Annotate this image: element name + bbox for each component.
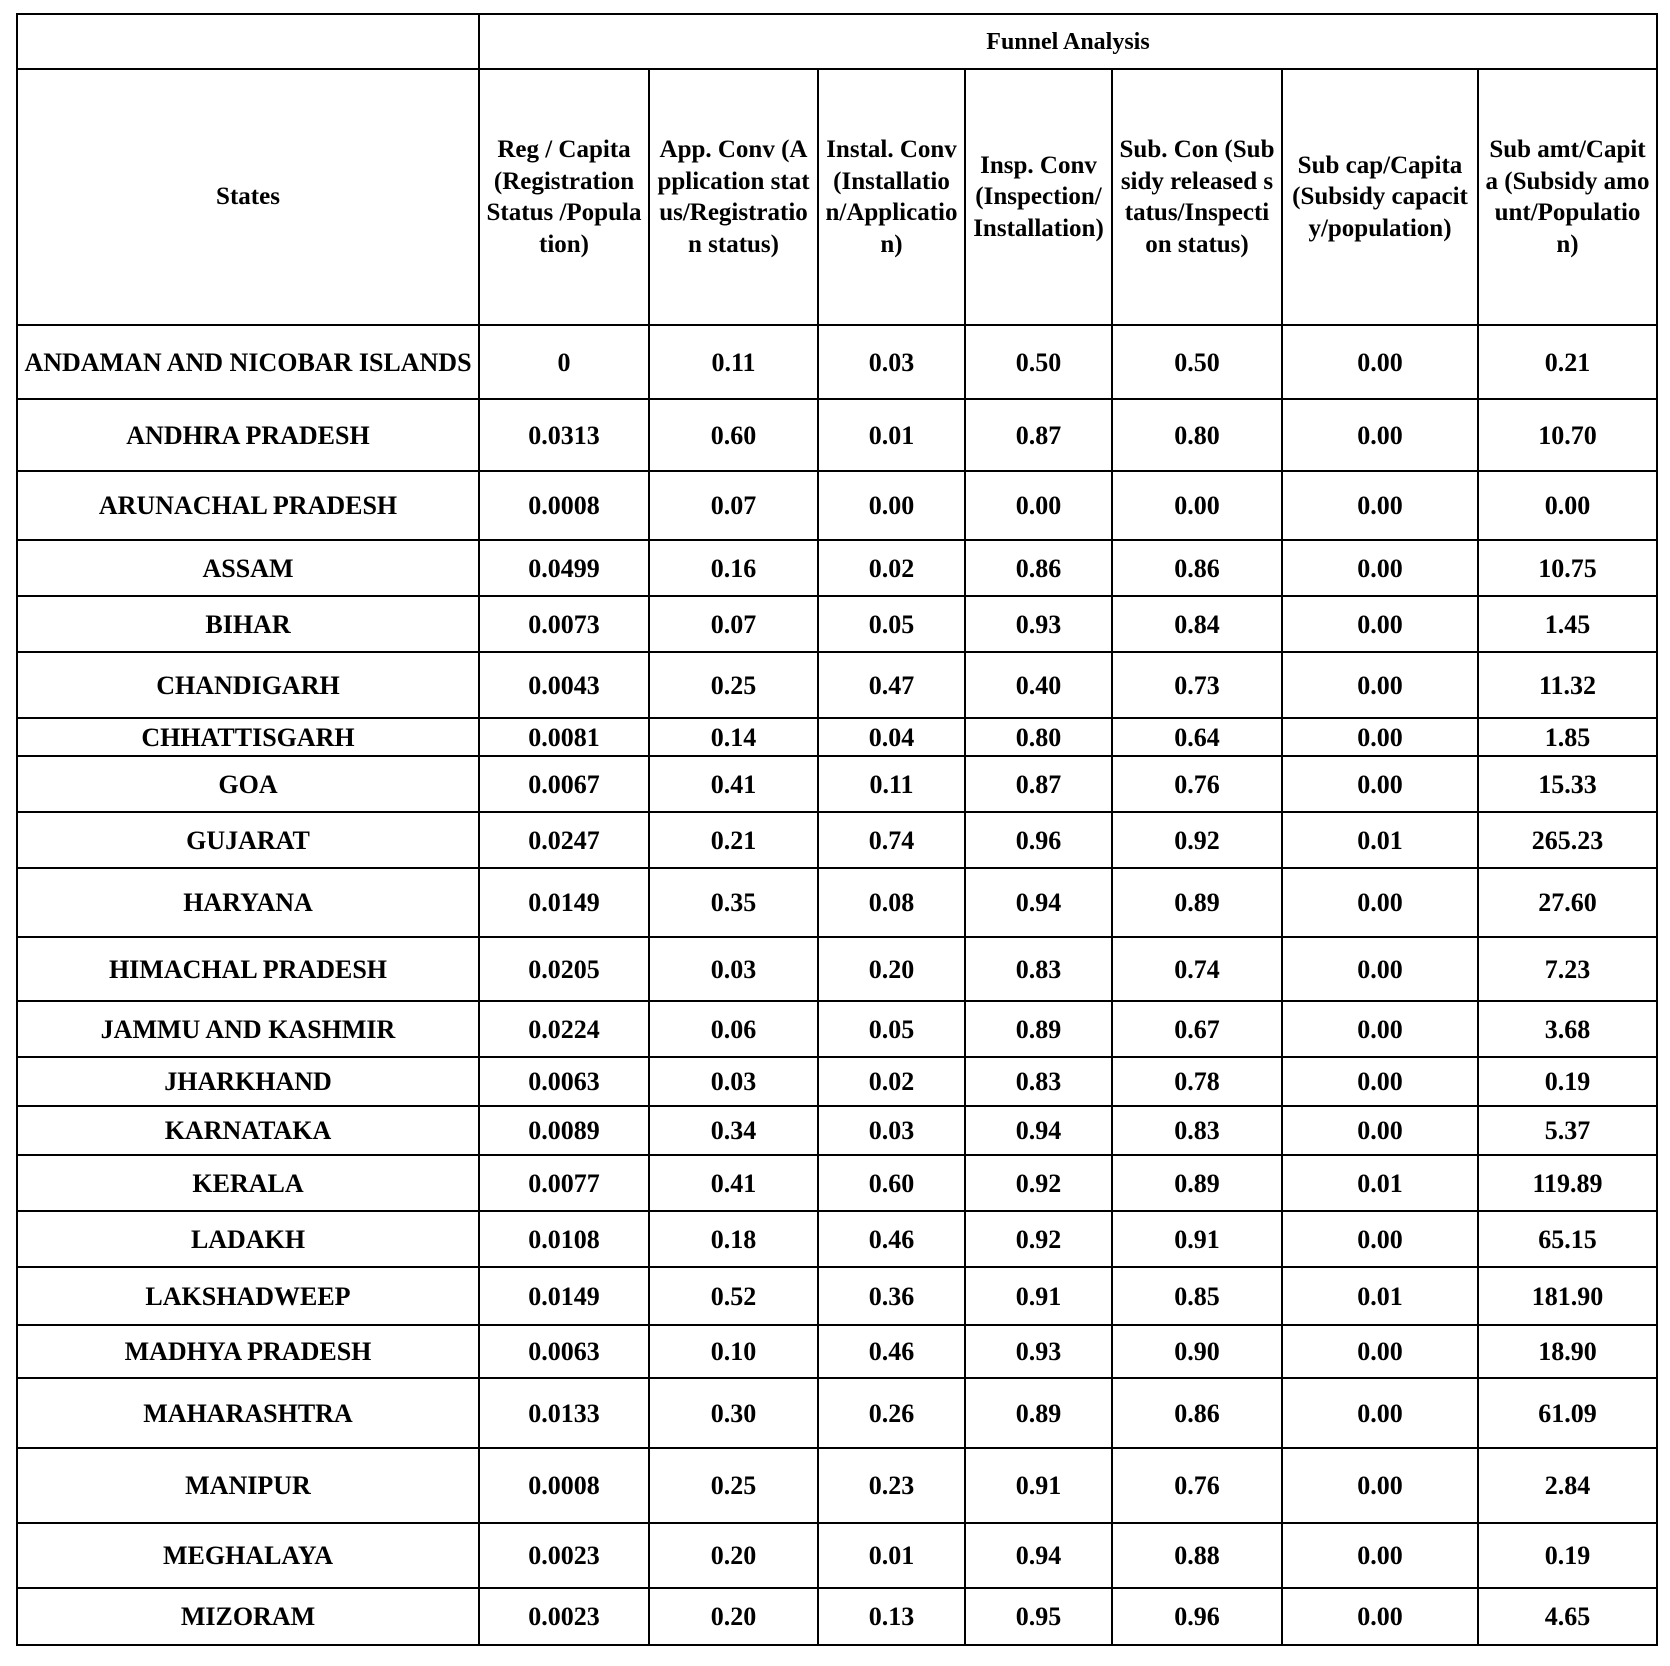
column-header: Sub cap/Capita (Subsidy capacity/population) xyxy=(1282,69,1478,325)
value-cell: 0.03 xyxy=(818,1106,965,1155)
value-cell: 0.08 xyxy=(818,868,965,937)
value-cell: 0.00 xyxy=(1282,1588,1478,1645)
value-cell: 119.89 xyxy=(1478,1155,1657,1211)
column-header: App. Conv (Application status/Registration status) xyxy=(649,69,818,325)
value-cell: 0.00 xyxy=(1478,471,1657,540)
state-name-cell: GOA xyxy=(17,756,479,812)
states-column-header: States xyxy=(17,69,479,325)
value-cell: 0.50 xyxy=(1112,325,1282,399)
value-cell: 0.21 xyxy=(649,812,818,868)
funnel-analysis-header: Funnel Analysis xyxy=(479,14,1657,69)
value-cell: 0.88 xyxy=(1112,1523,1282,1588)
value-cell: 0.89 xyxy=(965,1378,1112,1448)
value-cell: 0.11 xyxy=(818,756,965,812)
table-row xyxy=(17,1523,1657,1588)
value-cell: 0.74 xyxy=(818,812,965,868)
value-cell: 265.23 xyxy=(1478,812,1657,868)
value-cell: 0.89 xyxy=(1112,868,1282,937)
value-cell: 10.70 xyxy=(1478,399,1657,471)
value-cell: 0.0108 xyxy=(479,1211,649,1267)
value-cell: 65.15 xyxy=(1478,1211,1657,1267)
value-cell: 0.35 xyxy=(649,868,818,937)
value-cell: 0.76 xyxy=(1112,756,1282,812)
table-body xyxy=(17,325,1657,1645)
value-cell: 0.00 xyxy=(1282,652,1478,718)
value-cell: 0.18 xyxy=(649,1211,818,1267)
value-cell: 11.32 xyxy=(1478,652,1657,718)
value-cell: 0.90 xyxy=(1112,1325,1282,1378)
group-header-row xyxy=(17,14,1657,69)
value-cell: 1.85 xyxy=(1478,718,1657,756)
value-cell: 0.0133 xyxy=(479,1378,649,1448)
value-cell: 0.93 xyxy=(965,1325,1112,1378)
value-cell: 0.23 xyxy=(818,1448,965,1523)
value-cell: 0.00 xyxy=(1282,1211,1478,1267)
value-cell: 0.14 xyxy=(649,718,818,756)
column-header: Instal. Conv (Installation/Application) xyxy=(818,69,965,325)
value-cell: 0.40 xyxy=(965,652,1112,718)
state-name-cell: GUJARAT xyxy=(17,812,479,868)
value-cell: 0.52 xyxy=(649,1267,818,1325)
value-cell: 0.0008 xyxy=(479,471,649,540)
value-cell: 0.0247 xyxy=(479,812,649,868)
value-cell: 0.46 xyxy=(818,1211,965,1267)
value-cell: 0.91 xyxy=(965,1267,1112,1325)
blank-corner-cell xyxy=(17,14,479,69)
state-name-cell: CHANDIGARH xyxy=(17,652,479,718)
table-row xyxy=(17,756,1657,812)
value-cell: 0.83 xyxy=(965,1057,1112,1106)
table-row xyxy=(17,1211,1657,1267)
value-cell: 3.68 xyxy=(1478,1001,1657,1057)
value-cell: 0.94 xyxy=(965,868,1112,937)
value-cell: 0.0023 xyxy=(479,1523,649,1588)
table-row xyxy=(17,596,1657,652)
value-cell: 0.41 xyxy=(649,1155,818,1211)
table-row xyxy=(17,540,1657,596)
state-name-cell: ARUNACHAL PRADESH xyxy=(17,471,479,540)
value-cell: 0.0205 xyxy=(479,937,649,1001)
value-cell: 0.02 xyxy=(818,540,965,596)
state-name-cell: MAHARASHTRA xyxy=(17,1378,479,1448)
value-cell: 0.91 xyxy=(1112,1211,1282,1267)
state-name-cell: MANIPUR xyxy=(17,1448,479,1523)
value-cell: 7.23 xyxy=(1478,937,1657,1001)
value-cell: 0.0313 xyxy=(479,399,649,471)
value-cell: 0.00 xyxy=(1282,596,1478,652)
value-cell: 0.11 xyxy=(649,325,818,399)
column-header-row xyxy=(17,69,1657,325)
value-cell: 0.94 xyxy=(965,1523,1112,1588)
value-cell: 181.90 xyxy=(1478,1267,1657,1325)
value-cell: 0.0043 xyxy=(479,652,649,718)
value-cell: 0.30 xyxy=(649,1378,818,1448)
value-cell: 4.65 xyxy=(1478,1588,1657,1645)
state-name-cell: MIZORAM xyxy=(17,1588,479,1645)
value-cell: 0.92 xyxy=(1112,812,1282,868)
state-name-cell: MADHYA PRADESH xyxy=(17,1325,479,1378)
value-cell: 0.83 xyxy=(965,937,1112,1001)
value-cell: 0.73 xyxy=(1112,652,1282,718)
table-row xyxy=(17,1057,1657,1106)
value-cell: 0.76 xyxy=(1112,1448,1282,1523)
table-row xyxy=(17,1588,1657,1645)
value-cell: 0.19 xyxy=(1478,1057,1657,1106)
state-name-cell: MEGHALAYA xyxy=(17,1523,479,1588)
value-cell: 0.87 xyxy=(965,399,1112,471)
value-cell: 0.0063 xyxy=(479,1057,649,1106)
value-cell: 0.03 xyxy=(649,937,818,1001)
table-row xyxy=(17,1106,1657,1155)
value-cell: 0.0073 xyxy=(479,596,649,652)
value-cell: 2.84 xyxy=(1478,1448,1657,1523)
table-row xyxy=(17,812,1657,868)
table-row xyxy=(17,1267,1657,1325)
value-cell: 15.33 xyxy=(1478,756,1657,812)
value-cell: 0.89 xyxy=(1112,1155,1282,1211)
value-cell: 0.0224 xyxy=(479,1001,649,1057)
value-cell: 0.86 xyxy=(965,540,1112,596)
value-cell: 0.00 xyxy=(1112,471,1282,540)
value-cell: 0.00 xyxy=(1282,1523,1478,1588)
value-cell: 0.00 xyxy=(1282,1057,1478,1106)
table-row xyxy=(17,1448,1657,1523)
value-cell: 0.96 xyxy=(1112,1588,1282,1645)
state-name-cell: KERALA xyxy=(17,1155,479,1211)
value-cell: 0.25 xyxy=(649,652,818,718)
value-cell: 0.89 xyxy=(965,1001,1112,1057)
value-cell: 0.16 xyxy=(649,540,818,596)
value-cell: 0.41 xyxy=(649,756,818,812)
table-row xyxy=(17,937,1657,1001)
state-name-cell: ANDAMAN AND NICOBAR ISLANDS xyxy=(17,325,479,399)
value-cell: 0.94 xyxy=(965,1106,1112,1155)
value-cell: 0.00 xyxy=(1282,868,1478,937)
value-cell: 0.64 xyxy=(1112,718,1282,756)
value-cell: 0.00 xyxy=(1282,471,1478,540)
value-cell: 0.01 xyxy=(1282,1267,1478,1325)
value-cell: 0.04 xyxy=(818,718,965,756)
value-cell: 0.00 xyxy=(1282,718,1478,756)
value-cell: 0.36 xyxy=(818,1267,965,1325)
table-row xyxy=(17,718,1657,756)
value-cell: 0.0089 xyxy=(479,1106,649,1155)
value-cell: 0.01 xyxy=(818,399,965,471)
value-cell: 0.03 xyxy=(649,1057,818,1106)
value-cell: 0.0067 xyxy=(479,756,649,812)
value-cell: 0.21 xyxy=(1478,325,1657,399)
value-cell: 0.96 xyxy=(965,812,1112,868)
value-cell: 1.45 xyxy=(1478,596,1657,652)
table-row xyxy=(17,868,1657,937)
value-cell: 0.78 xyxy=(1112,1057,1282,1106)
value-cell: 0.47 xyxy=(818,652,965,718)
value-cell: 0.00 xyxy=(818,471,965,540)
value-cell: 0.0149 xyxy=(479,1267,649,1325)
value-cell: 0.20 xyxy=(818,937,965,1001)
table-row xyxy=(17,325,1657,399)
state-name-cell: HARYANA xyxy=(17,868,479,937)
value-cell: 0.87 xyxy=(965,756,1112,812)
value-cell: 0.20 xyxy=(649,1523,818,1588)
value-cell: 0.00 xyxy=(1282,1325,1478,1378)
value-cell: 27.60 xyxy=(1478,868,1657,937)
state-name-cell: LAKSHADWEEP xyxy=(17,1267,479,1325)
table-row xyxy=(17,1001,1657,1057)
value-cell: 0.60 xyxy=(649,399,818,471)
table-row xyxy=(17,399,1657,471)
value-cell: 0.00 xyxy=(1282,325,1478,399)
value-cell: 0.00 xyxy=(1282,540,1478,596)
value-cell: 0.84 xyxy=(1112,596,1282,652)
value-cell: 61.09 xyxy=(1478,1378,1657,1448)
value-cell: 0.0063 xyxy=(479,1325,649,1378)
value-cell: 0.07 xyxy=(649,596,818,652)
value-cell: 0.60 xyxy=(818,1155,965,1211)
value-cell: 0.07 xyxy=(649,471,818,540)
table-row xyxy=(17,1378,1657,1448)
value-cell: 0.80 xyxy=(1112,399,1282,471)
state-name-cell: JHARKHAND xyxy=(17,1057,479,1106)
column-header: Insp. Conv (Inspection/Installation) xyxy=(965,69,1112,325)
state-name-cell: CHHATTISGARH xyxy=(17,718,479,756)
value-cell: 0.20 xyxy=(649,1588,818,1645)
value-cell: 0.01 xyxy=(818,1523,965,1588)
value-cell: 0.01 xyxy=(1282,812,1478,868)
value-cell: 0.86 xyxy=(1112,1378,1282,1448)
value-cell: 0.00 xyxy=(1282,937,1478,1001)
state-name-cell: ANDHRA PRADESH xyxy=(17,399,479,471)
column-header: Reg / Capita (Registration Status /Population) xyxy=(479,69,649,325)
value-cell: 0.00 xyxy=(1282,399,1478,471)
state-name-cell: JAMMU AND KASHMIR xyxy=(17,1001,479,1057)
value-cell: 0.34 xyxy=(649,1106,818,1155)
value-cell: 0.0499 xyxy=(479,540,649,596)
table-row xyxy=(17,652,1657,718)
value-cell: 0.03 xyxy=(818,325,965,399)
value-cell: 0.86 xyxy=(1112,540,1282,596)
value-cell: 0.13 xyxy=(818,1588,965,1645)
state-name-cell: BIHAR xyxy=(17,596,479,652)
value-cell: 0.00 xyxy=(965,471,1112,540)
value-cell: 5.37 xyxy=(1478,1106,1657,1155)
value-cell: 0.26 xyxy=(818,1378,965,1448)
value-cell: 0.85 xyxy=(1112,1267,1282,1325)
value-cell: 0.05 xyxy=(818,1001,965,1057)
value-cell: 0.67 xyxy=(1112,1001,1282,1057)
value-cell: 0.19 xyxy=(1478,1523,1657,1588)
value-cell: 18.90 xyxy=(1478,1325,1657,1378)
value-cell: 0.92 xyxy=(965,1211,1112,1267)
value-cell: 0.00 xyxy=(1282,756,1478,812)
value-cell: 0.01 xyxy=(1282,1155,1478,1211)
value-cell: 0.91 xyxy=(965,1448,1112,1523)
value-cell: 0 xyxy=(479,325,649,399)
value-cell: 0.50 xyxy=(965,325,1112,399)
value-cell: 0.02 xyxy=(818,1057,965,1106)
value-cell: 0.10 xyxy=(649,1325,818,1378)
value-cell: 0.0023 xyxy=(479,1588,649,1645)
column-header: Sub. Con (Subsidy released status/Inspection status) xyxy=(1112,69,1282,325)
value-cell: 0.00 xyxy=(1282,1001,1478,1057)
value-cell: 0.06 xyxy=(649,1001,818,1057)
table-row xyxy=(17,1325,1657,1378)
value-cell: 0.0077 xyxy=(479,1155,649,1211)
value-cell: 0.92 xyxy=(965,1155,1112,1211)
value-cell: 0.46 xyxy=(818,1325,965,1378)
value-cell: 0.0008 xyxy=(479,1448,649,1523)
value-cell: 0.25 xyxy=(649,1448,818,1523)
value-cell: 0.80 xyxy=(965,718,1112,756)
value-cell: 0.83 xyxy=(1112,1106,1282,1155)
value-cell: 0.00 xyxy=(1282,1448,1478,1523)
state-name-cell: KARNATAKA xyxy=(17,1106,479,1155)
value-cell: 0.93 xyxy=(965,596,1112,652)
value-cell: 0.00 xyxy=(1282,1106,1478,1155)
value-cell: 0.0081 xyxy=(479,718,649,756)
value-cell: 10.75 xyxy=(1478,540,1657,596)
value-cell: 0.00 xyxy=(1282,1378,1478,1448)
value-cell: 0.95 xyxy=(965,1588,1112,1645)
column-header: Sub amt/Capita (Subsidy amount/Population) xyxy=(1478,69,1657,325)
value-cell: 0.05 xyxy=(818,596,965,652)
funnel-analysis-table xyxy=(16,13,1658,1646)
state-name-cell: LADAKH xyxy=(17,1211,479,1267)
table-row xyxy=(17,471,1657,540)
value-cell: 0.74 xyxy=(1112,937,1282,1001)
table-row xyxy=(17,1155,1657,1211)
state-name-cell: ASSAM xyxy=(17,540,479,596)
value-cell: 0.0149 xyxy=(479,868,649,937)
state-name-cell: HIMACHAL PRADESH xyxy=(17,937,479,1001)
